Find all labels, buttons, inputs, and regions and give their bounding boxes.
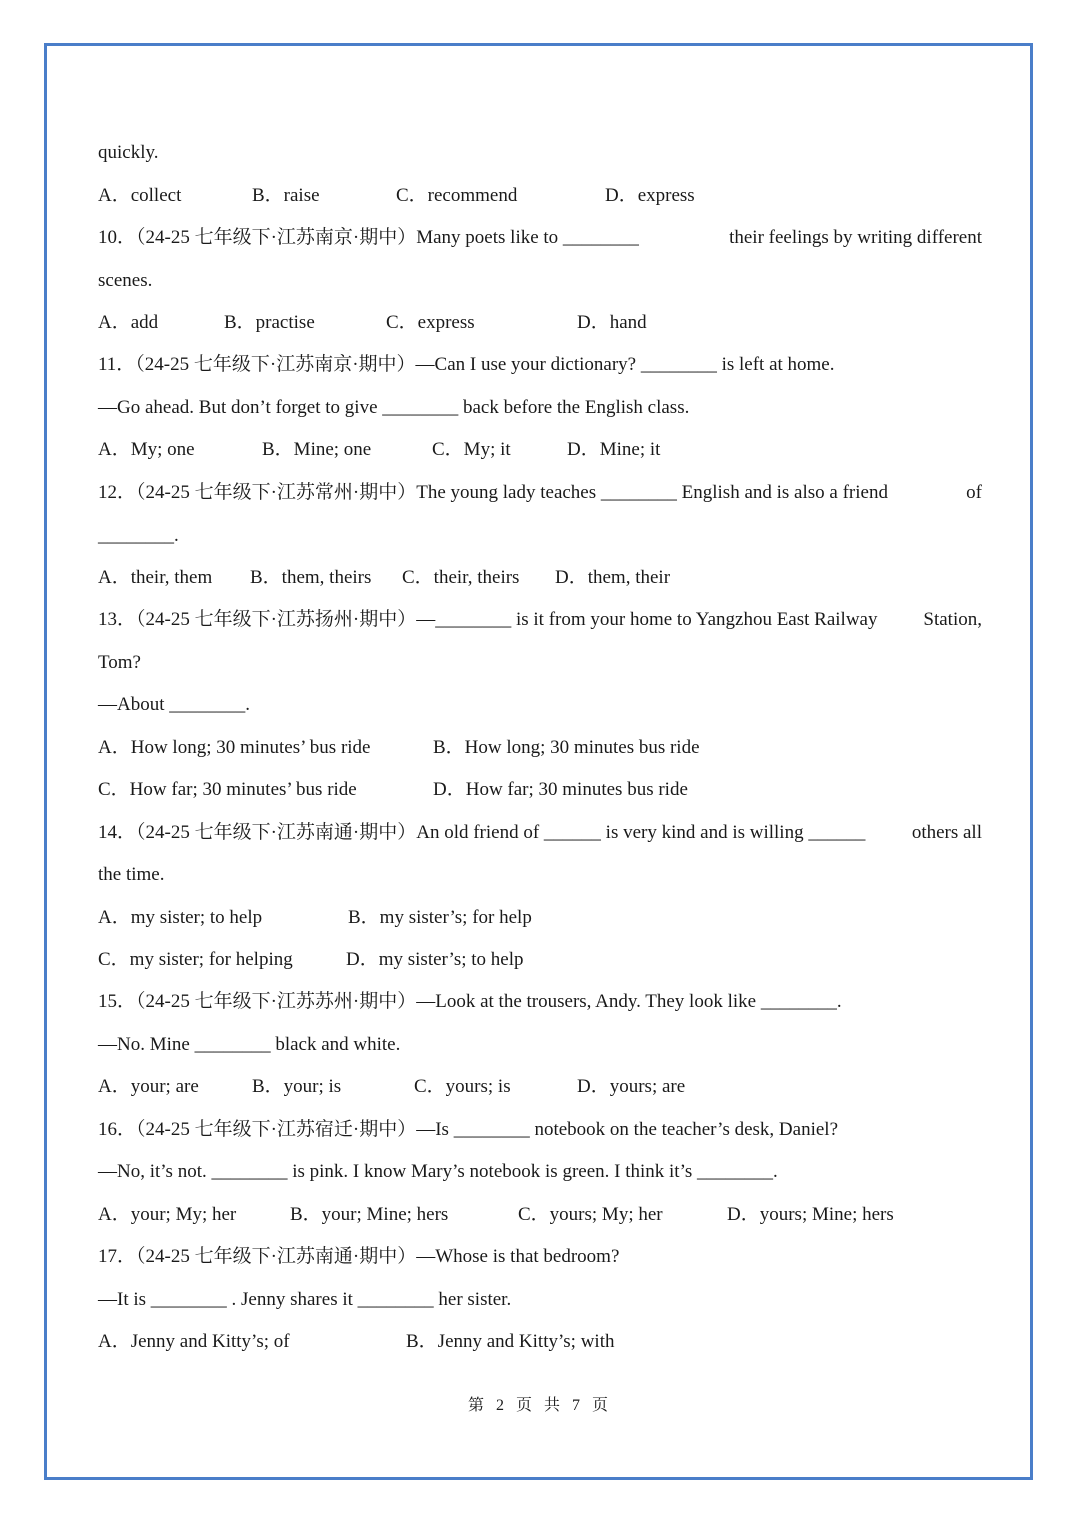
q10-option-d: D．hand xyxy=(577,312,647,333)
q15-line-2: —No. Mine ________ black and white. xyxy=(98,1034,401,1055)
q14-text-b: others all xyxy=(911,822,982,843)
q16-line-2: —No, it’s not. ________ is pink. I know Mary’s notebook is green. I think it’s ________. xyxy=(98,1161,778,1182)
q9-option-b: B．raise xyxy=(252,185,320,206)
q9-text: quickly. xyxy=(98,142,159,163)
q13-option-d: D．How far; 30 minutes bus ride xyxy=(433,779,688,800)
q11-option-c: C．My; it xyxy=(432,439,511,460)
q14-line-1 xyxy=(98,821,982,845)
q14-option-b: B．my sister’s; for help xyxy=(348,907,532,928)
q12-option-c: C．their, theirs xyxy=(402,567,520,588)
q12-option-b: B．them, theirs xyxy=(250,567,372,588)
q11-option-b: B．Mine; one xyxy=(262,439,372,460)
q10-text-a: 10．（24-25 七年级下·江苏南京·期中）Many poets like to ________ xyxy=(98,227,639,248)
q17-option-a: A．Jenny and Kitty’s; of xyxy=(98,1331,290,1352)
q14-line-2: the time. xyxy=(98,864,165,885)
q11-option-d: D．Mine; it xyxy=(567,439,661,460)
q13-option-b: B．How long; 30 minutes bus ride xyxy=(433,737,700,758)
q14-option-c: C．my sister; for helping xyxy=(98,949,293,970)
q13-line-2: Tom? xyxy=(98,652,141,673)
q16-option-b: B．your; Mine; hers xyxy=(290,1204,449,1225)
q10-text-b: their feelings by writing different xyxy=(729,227,982,248)
q9-option-d: D．express xyxy=(605,185,695,206)
q12-text-a: 12．（24-25 七年级下·江苏常州·期中）The young lady teaches ________ English and is also a friend xyxy=(98,482,888,503)
q15-option-a: A．your; are xyxy=(98,1076,199,1097)
q17-option-b: B．Jenny and Kitty’s; with xyxy=(406,1331,615,1352)
q10-option-b: B．practise xyxy=(224,312,315,333)
q16-option-a: A．your; My; her xyxy=(98,1204,237,1225)
q12-line-2: ________. xyxy=(98,525,179,546)
q15-option-d: D．yours; are xyxy=(577,1076,686,1097)
q13-text-b: Station, xyxy=(923,609,982,630)
q14-option-a: A．my sister; to help xyxy=(98,907,263,928)
q11-line-2: —Go ahead. But don’t forget to give ________ back before the English class. xyxy=(98,397,690,418)
q9-option-c: C．recommend xyxy=(396,185,518,206)
q13-line-1 xyxy=(98,608,982,632)
q10-option-a: A．add xyxy=(98,312,159,333)
q16-option-d: D．yours; Mine; hers xyxy=(727,1204,894,1225)
q14-text-a: 14．（24-25 七年级下·江苏南通·期中）An old friend of ______ is very kind and is willing ______ xyxy=(98,822,866,843)
page-number: 第 2 页 共 7 页 xyxy=(467,1397,612,1414)
q16-line-1: 16．（24-25 七年级下·江苏宿迁·期中）—Is ________ notebook on the teacher’s desk, Daniel? xyxy=(98,1119,838,1140)
q16-option-c: C．yours; My; her xyxy=(518,1204,663,1225)
q12-option-a: A．their, them xyxy=(98,567,213,588)
q12-option-d: D．them, their xyxy=(555,567,671,588)
q15-option-b: B．your; is xyxy=(252,1076,342,1097)
q17-line-2: —It is ________ . Jenny shares it ________ her sister. xyxy=(98,1289,512,1310)
q13-option-a: A．How long; 30 minutes’ bus ride xyxy=(98,737,371,758)
q15-line-1: 15．（24-25 七年级下·江苏苏州·期中）—Look at the trousers, Andy. They look like ________. xyxy=(98,991,842,1012)
q10-option-c: C．express xyxy=(386,312,475,333)
q12-text-b: of xyxy=(966,482,982,503)
q15-option-c: C．yours; is xyxy=(414,1076,511,1097)
q12-line-1 xyxy=(98,481,982,505)
q13-line-3: —About ________. xyxy=(98,694,250,715)
q17-line-1: 17．（24-25 七年级下·江苏南通·期中）—Whose is that bedroom? xyxy=(98,1246,620,1267)
q11-option-a: A．My; one xyxy=(98,439,195,460)
q10-line-1 xyxy=(98,226,982,250)
q13-text-a: 13．（24-25 七年级下·江苏扬州·期中）—________ is it from your home to Yangzhou East Railway xyxy=(98,609,878,630)
q13-option-c: C．How far; 30 minutes’ bus ride xyxy=(98,779,357,800)
q10-line-2: scenes. xyxy=(98,270,153,291)
q11-line-1: 11．（24-25 七年级下·江苏南京·期中）—Can I use your dictionary? ________ is left at home. xyxy=(98,354,835,375)
q9-option-a: A．collect xyxy=(98,185,182,206)
q14-option-d: D．my sister’s; to help xyxy=(346,949,524,970)
